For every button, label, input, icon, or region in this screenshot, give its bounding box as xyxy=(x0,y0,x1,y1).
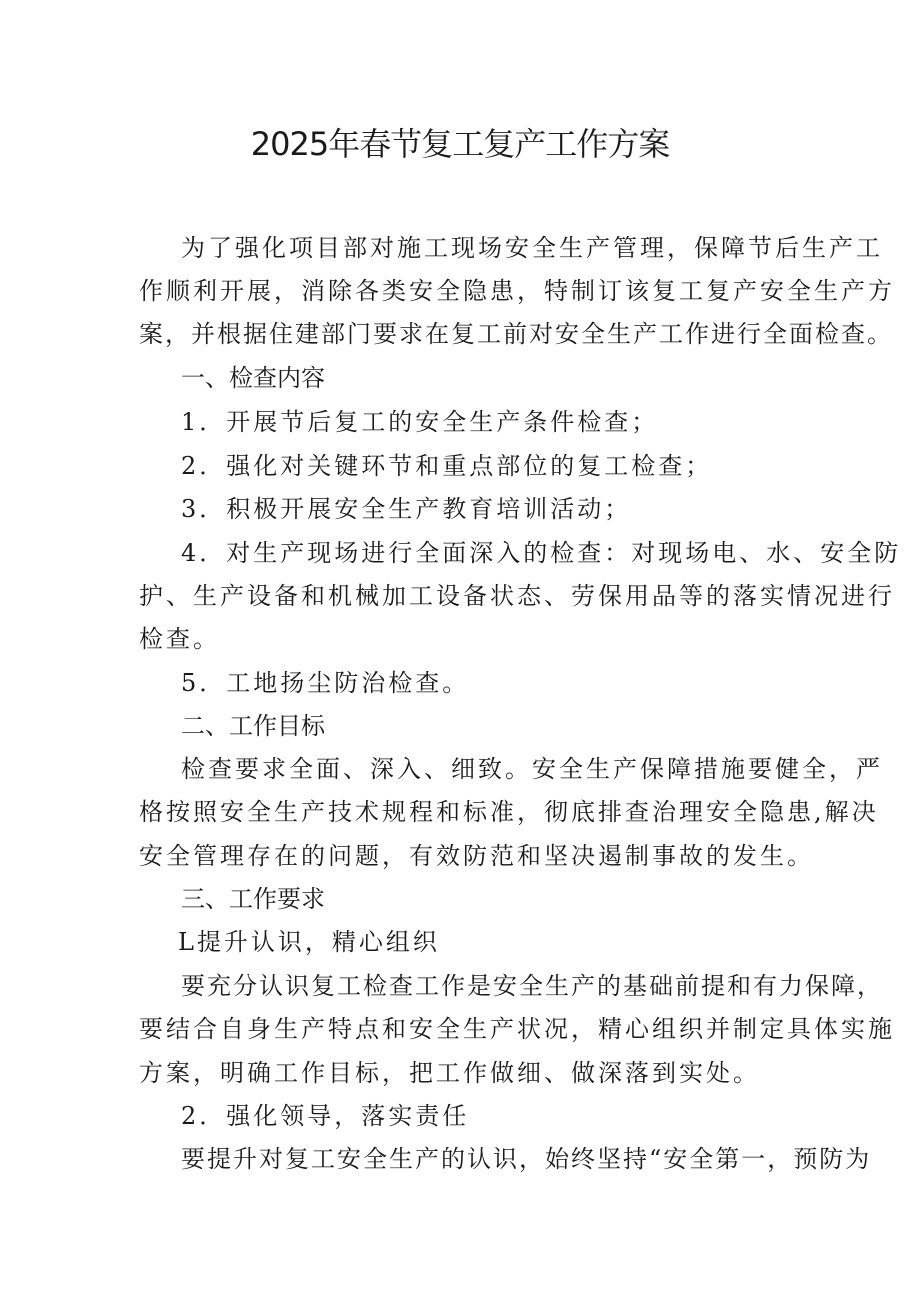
section-1-item-2: 2．强化对关键环节和重点部位的复工检查； xyxy=(181,452,713,480)
section-1-item-3: 3．积极开展安全生产教育培训活动； xyxy=(181,495,632,523)
section-1-item-4-line-2: 护、生产设备和机械加工设备状态、劳保用品等的落实情况进行 xyxy=(139,582,895,610)
section-1-heading: 一、检查内容 xyxy=(181,364,325,392)
section-2-body-line-1: 检查要求全面、深入、细致。安全生产保障措施要健全，严 xyxy=(181,755,883,783)
section-3-sub-1-line-3: 方案，明确工作目标，把工作做细、做深落到实处。 xyxy=(139,1059,760,1087)
section-1-item-4-line-3: 检查。 xyxy=(139,625,220,653)
section-1-item-1: 1．开展节后复工的安全生产条件检查； xyxy=(181,408,659,436)
section-2-body-line-3: 安全管理存在的问题，有效防范和坚决遏制事故的发生。 xyxy=(139,842,814,870)
section-1-item-5: 5．工地扬尘防治检查。 xyxy=(181,669,470,697)
intro-line-3: 案，并根据住建部门要求在复工前对安全生产工作进行全面检查。 xyxy=(139,320,893,348)
section-2-body-line-2: 格按照安全生产技术规程和标准，彻底排查治理安全隐患,解决 xyxy=(139,798,879,826)
intro-line-1: 为了强化项目部对施工现场安全生产管理，保障节后生产工 xyxy=(181,234,883,262)
section-3-sub-2: 2．强化领导，落实责任 xyxy=(181,1102,470,1130)
section-3-sub-1-line-1: 要充分认识复工检查工作是安全生产的基础前提和有力保障， xyxy=(181,972,883,1000)
section-3-heading: 三、工作要求 xyxy=(181,885,325,913)
intro-line-2: 作顺利开展，消除各类安全隐患，特制订该复工复产安全生产方 xyxy=(139,277,895,305)
section-3-sub-1-line-2: 要结合自身生产特点和安全生产状况，精心组织并制定具体实施 xyxy=(139,1015,895,1043)
document-title: 2025年春节复工复产工作方案 xyxy=(250,125,670,163)
section-3-sub-1: L提升认识，精心组织 xyxy=(178,928,440,956)
section-2-heading: 二、工作目标 xyxy=(181,712,325,740)
section-3-sub-2-line-1: 要提升对复工安全生产的认识，始终坚持“安全第一，预防为 xyxy=(181,1145,872,1173)
section-1-item-4-line-1: 4．对生产现场进行全面深入的检查：对现场电、水、安全防 xyxy=(181,539,902,567)
